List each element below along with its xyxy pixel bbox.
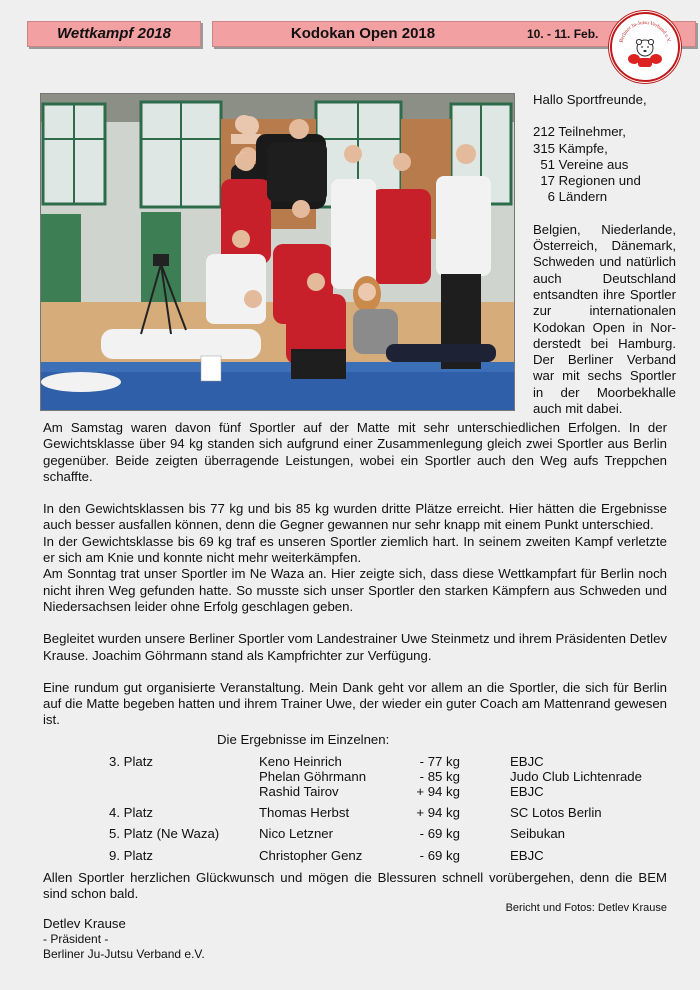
result-club: EBJC [510, 848, 544, 863]
page-title: Kodokan Open 2018 [290, 25, 436, 42]
result-name: Rashid Tairov [259, 784, 339, 799]
event-stats: 212 Teilnehmer, 315 Kämpfe, 51 Vereine aus 17 Regionen und 6 Ländern [533, 124, 641, 205]
greeting: Hallo Sportfreunde, [533, 92, 647, 107]
signature-org: Berliner Ju-Jutsu Verband e.V. [43, 947, 205, 961]
result-place: 5. Platz (Ne Waza) [109, 826, 220, 841]
result-weight: - 69 kg [419, 848, 460, 863]
section-label: Wettkampf 2018 [57, 25, 171, 42]
paragraph-saturday: Am Samstag waren davon fünf Sportler auf der Matte mit sehr unterschiedlichen Erfolgen. In der Gewichtsklasse über 94 kg standen sich aufgrund einer Zusammenlegung gleich zwei Sportler aus Berlin gegenüber. Beide zeigten überragende Leistungen, wobei ein Sportler auch den Weg aufs Treppchen schaffte. [43, 420, 667, 484]
intro-column [533, 92, 676, 433]
result-name: Phelan Göhrmann [259, 769, 367, 784]
signature-name: Detlev Krause [43, 916, 126, 931]
result-weight: + 94 kg [416, 805, 460, 820]
photo-credit: Bericht und Fotos: Detlev Krause [505, 902, 667, 914]
result-club: EBJC [510, 784, 544, 799]
paragraph-injury: In der Gewichtsklasse bis 69 kg traf es unseren Sportler ziemlich hart. In seinem zweiten Kampf verletzte er sich am Knie und konnte nicht mehr weiterkämpfen. [43, 533, 667, 566]
result-place: 4. Platz [109, 805, 153, 820]
paragraph-thanks: Eine rundum gut organisierte Veranstaltung. Mein Dank geht vor allem an die Sportler, die sich für Berlin auf die Matte begeben hatten und ihrem Trainer Uwe, der wieder ein guter Coach am Mattenrand gewesen ist. [43, 679, 667, 728]
result-name: Thomas Herbst [259, 805, 350, 820]
result-club: EBJC [510, 754, 544, 769]
closing-paragraph: Allen Sportler herzlichen Glückwunsch und mögen die Blessuren schnell vorübergehen, denn die BEM sind schon bald. [43, 870, 667, 902]
result-club: Seibukan [510, 826, 565, 841]
bear-glove-icon [612, 14, 678, 80]
result-weight: - 69 kg [419, 826, 460, 841]
group-photo-illustration [41, 94, 514, 410]
paragraph-weight-classes: In den Gewichtsklassen bis 77 kg und bis 85 kg wurden dritte Plätze erreicht. Hier hätten die Ergebnisse auch besser ausfallen können, denn die Gegner gewannen nur sehr knapp mit einem Punkt unterschied. [43, 501, 667, 533]
event-date: 10. - 11. Feb. [527, 27, 599, 41]
paragraph-sunday: Am Sonntag trat unser Sportler im Ne Waza an. Hier zeigte sich, dass diese Wettkampfart für Berlin noch nicht ihren Weg gefunden hatte. So musste sich unser Sportler den starken Kämpfern aus Schweden und Niedersachsen leider ohne Erfolg geschlagen geben. [43, 566, 667, 614]
result-place: 3. Platz [109, 754, 153, 769]
result-club: SC Lotos Berlin [510, 805, 602, 820]
signature-block [43, 916, 205, 963]
result-weight: - 77 kg [419, 754, 460, 769]
result-name: Christopher Genz [259, 848, 363, 863]
paragraph-escort: Begleitet wurden unsere Berliner Sportler vom Landestrainer Uwe Steinmetz und ihrem Präsidenten Detlev Krause. Joachim Göhrmann stand als Kampfrichter zur Verfügung. [43, 631, 667, 663]
signature-role: - Präsident - [43, 931, 109, 946]
report-body [43, 420, 667, 745]
result-place: 9. Platz [109, 848, 153, 863]
logo-text-path: Berliner Ju-Jutsu Verband e.V. [618, 19, 672, 44]
results-heading: Die Ergebnisse im Einzelnen: [217, 732, 390, 747]
result-name: Nico Letzner [259, 826, 334, 841]
team-photo [40, 93, 515, 411]
result-weight: + 94 kg [416, 784, 460, 799]
section-label-box [27, 21, 201, 47]
result-club: Judo Club Lichtenrade [510, 769, 642, 784]
association-logo [610, 12, 680, 82]
result-name: Keno Heinrich [259, 754, 342, 769]
result-weight: - 85 kg [419, 769, 460, 784]
intro-paragraph: Belgien, Niederlande, Österreich, Dänemark, Schweden und natürlich auch Deutschland entsandten ihre Sportler zur internationalen Kodokan Open in Norderstedt bei Hamburg. Der Berliner Verband war mit sechs Sportler in der Moorbekhalle auch mit dabei. [533, 221, 676, 417]
